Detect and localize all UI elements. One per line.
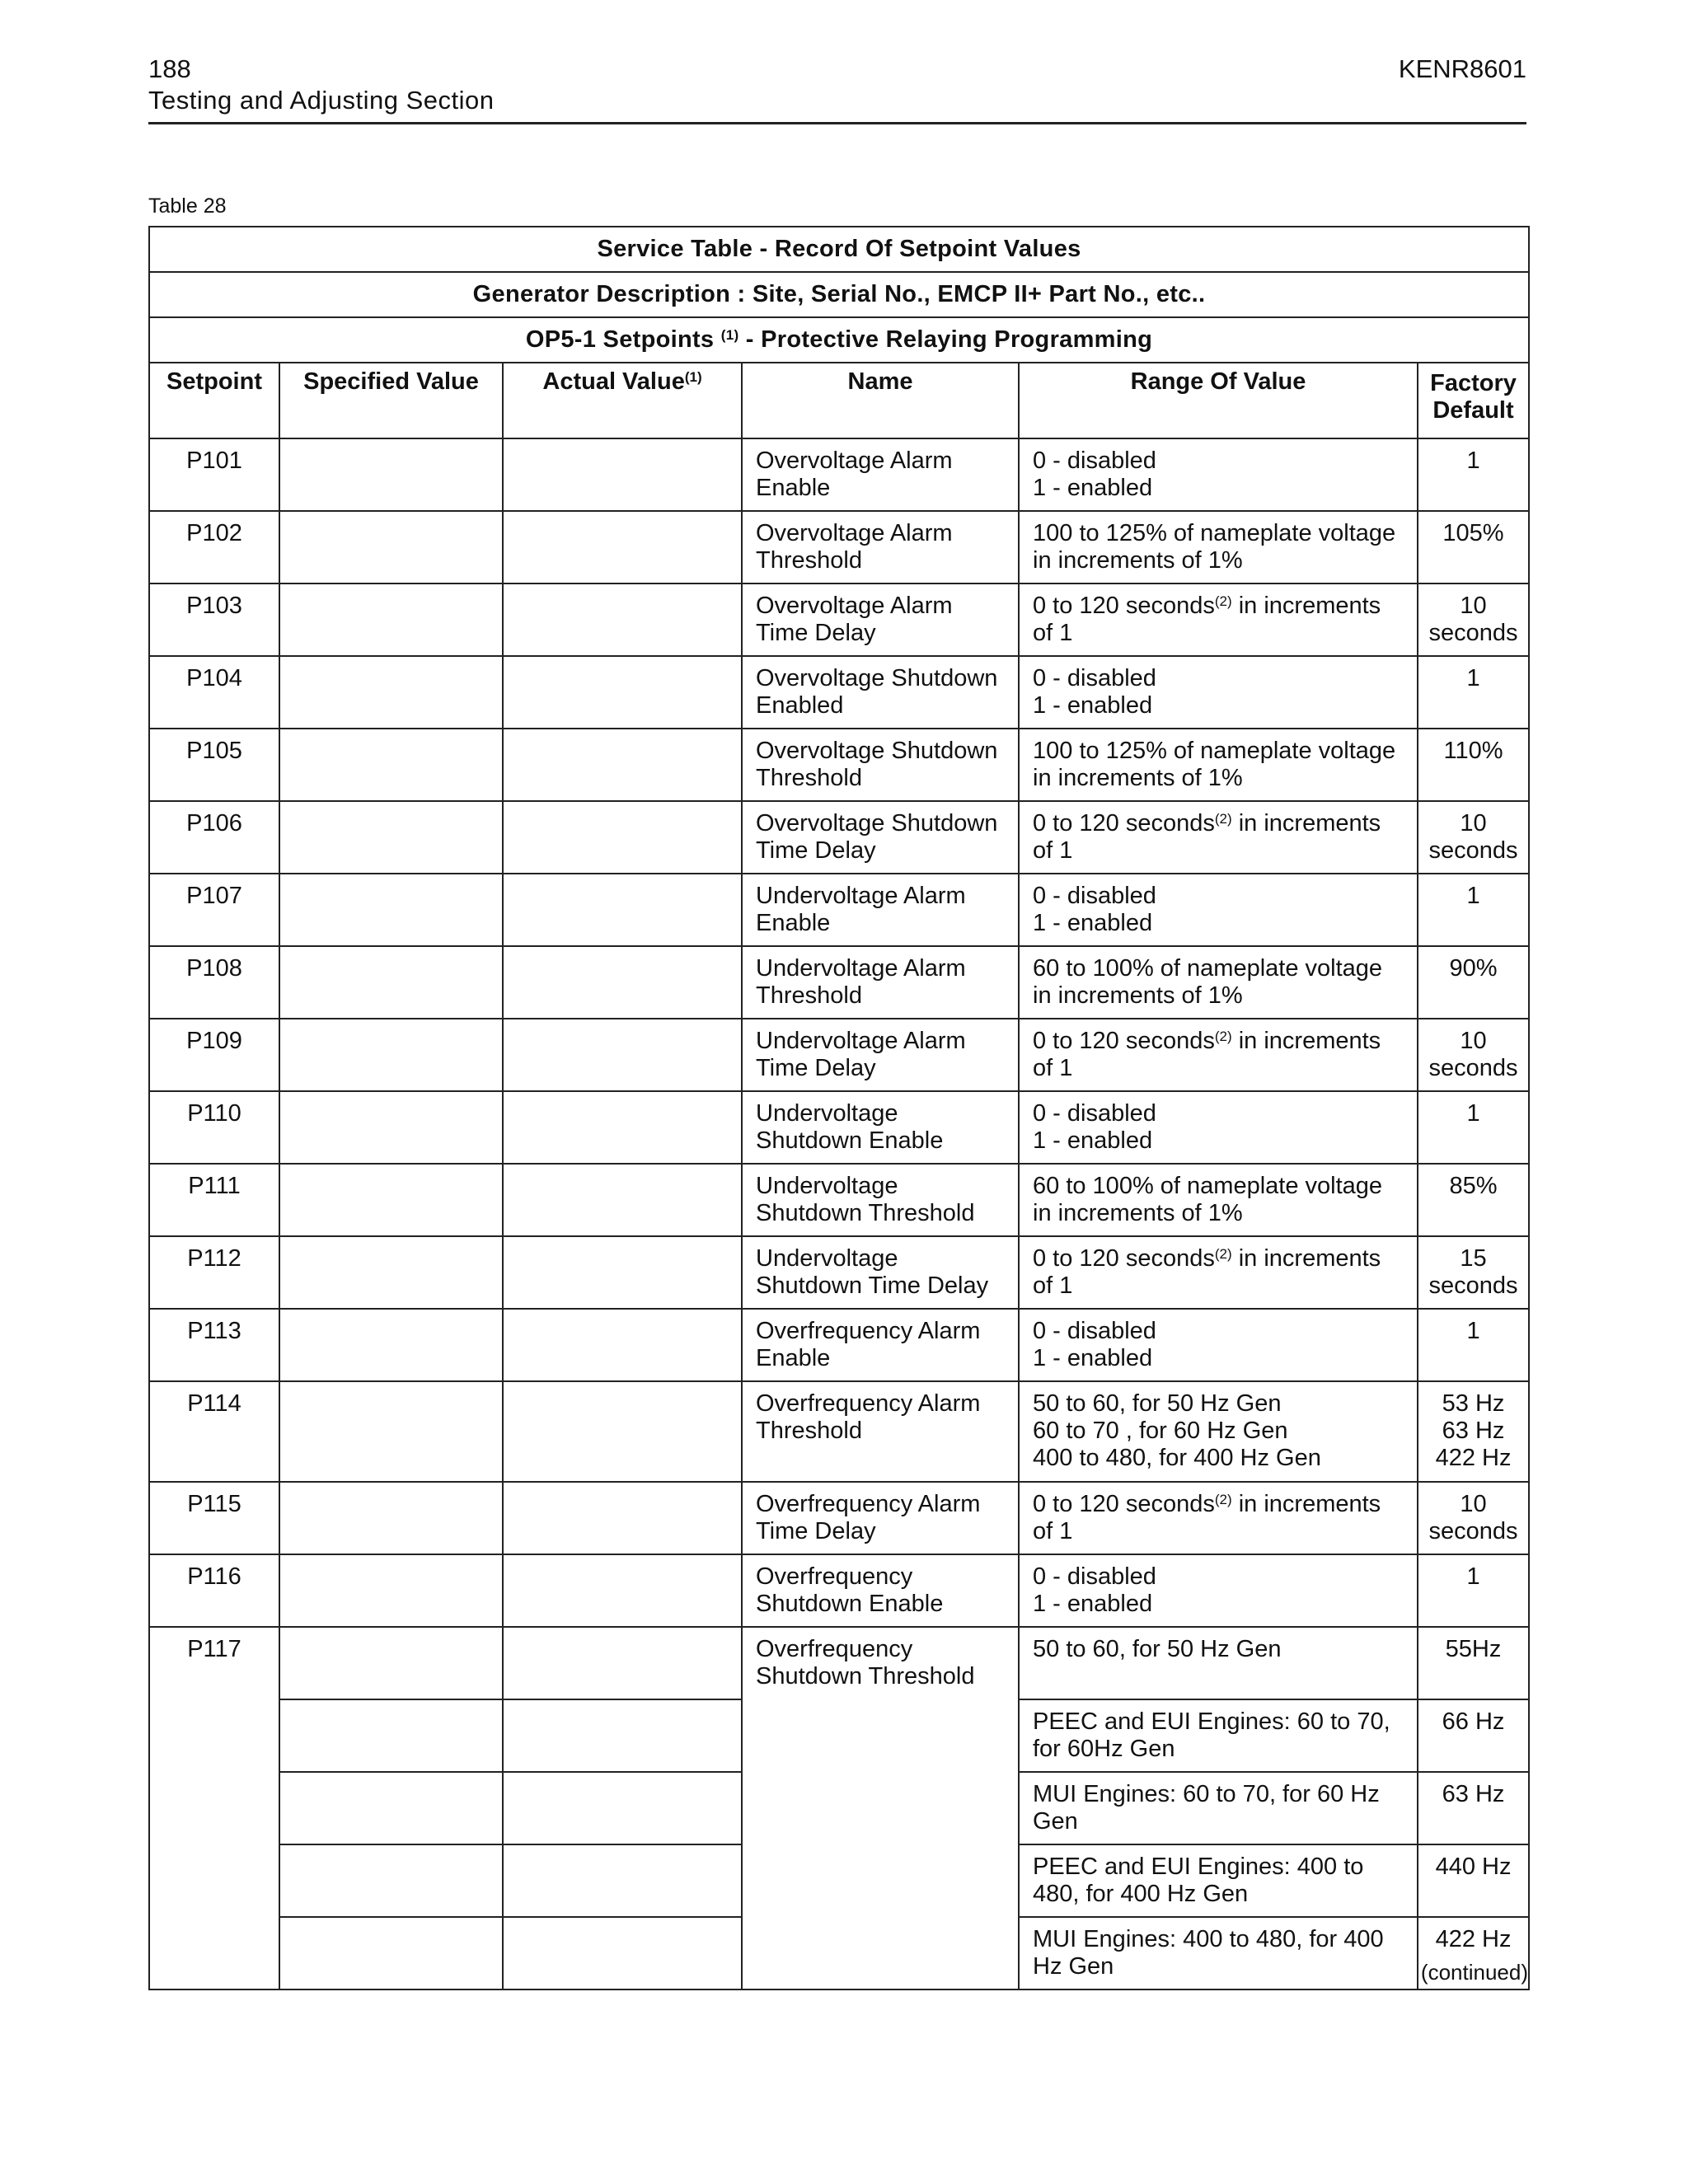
range-line <box>1033 1100 1409 1127</box>
setpoint-name-line: Overvoltage Shutdown <box>756 810 998 837</box>
specified-value-cell[interactable] <box>279 1164 503 1236</box>
factory-default-line: seconds <box>1428 837 1518 864</box>
range-line <box>1033 1563 1409 1591</box>
section-title: Testing and Adjusting Section <box>148 86 495 115</box>
range-of-value <box>1019 1019 1418 1091</box>
range-text: 60 to 70 , for 60 Hz Gen <box>1033 1418 1288 1444</box>
factory-default <box>1418 1236 1529 1309</box>
table-title: Service Table - Record Of Setpoint Values <box>149 227 1529 272</box>
footnote-ref: (2) <box>1214 1246 1232 1262</box>
range-line: PEEC and EUI Engines: 400 to <box>1033 1854 1364 1880</box>
setpoint-name-line: Threshold <box>756 982 862 1009</box>
factory-default-line: 10 <box>1460 1028 1487 1054</box>
actual-value-cell[interactable] <box>503 1482 742 1554</box>
setpoint-name-line: Undervoltage Alarm <box>756 955 966 982</box>
table-row <box>149 511 1529 583</box>
factory-default: 440 Hz <box>1418 1844 1529 1917</box>
range-line <box>1033 620 1409 647</box>
range-of-value <box>1019 946 1418 1019</box>
setpoint-code: P102 <box>149 511 279 583</box>
specified-value-cell[interactable] <box>279 1236 503 1309</box>
range-of-value <box>1019 583 1418 656</box>
range-line <box>1033 1491 1409 1518</box>
range-line <box>1033 448 1409 475</box>
actual-value-cell[interactable] <box>503 1627 742 1699</box>
actual-value-cell[interactable] <box>503 1236 742 1309</box>
factory-default-line: 90% <box>1449 955 1498 982</box>
table-row <box>149 1482 1529 1554</box>
specified-value-cell[interactable] <box>279 1627 503 1699</box>
range-of-value <box>1019 1844 1418 1917</box>
setpoint-name-line: Overvoltage Shutdown <box>756 738 998 764</box>
factory-default <box>1418 729 1529 801</box>
actual-value-cell[interactable] <box>503 1554 742 1627</box>
range-line <box>1033 883 1409 910</box>
range-text: in increments of 1% <box>1033 547 1243 574</box>
factory-default <box>1418 511 1529 583</box>
setpoint-name-line: Time Delay <box>756 1518 876 1544</box>
range-text: 1 - enabled <box>1033 1591 1153 1617</box>
range-line: 50 to 60, for 50 Hz Gen <box>1033 1636 1282 1662</box>
range-text: 1 - enabled <box>1033 692 1153 719</box>
setpoint-name-line: Threshold <box>756 1418 862 1444</box>
setpoint-code: P111 <box>149 1164 279 1236</box>
range-of-value <box>1019 1091 1418 1164</box>
range-text: 0 to 120 seconds <box>1033 1245 1215 1272</box>
factory-default-line: 105% <box>1442 520 1504 546</box>
range-text: in increments <box>1231 810 1381 837</box>
setpoint-name-line: Shutdown Enable <box>756 1591 944 1617</box>
setpoint-name-line: Shutdown Time Delay <box>756 1272 989 1299</box>
range-line <box>1033 1127 1409 1155</box>
setpoint-name <box>742 946 1019 1019</box>
actual-value-cell[interactable] <box>503 1309 742 1381</box>
setpoint-code: P117 <box>149 1627 279 1990</box>
setpoint-code: P112 <box>149 1236 279 1309</box>
factory-default <box>1418 1019 1529 1091</box>
actual-value-cell[interactable] <box>503 1844 742 1917</box>
range-of-value <box>1019 438 1418 511</box>
range-text: 0 - disabled <box>1033 1100 1156 1127</box>
actual-value-cell[interactable] <box>503 1772 742 1844</box>
factory-default: 422 Hz <box>1418 1917 1529 1990</box>
range-text: of 1 <box>1033 837 1073 864</box>
factory-default-line: 53 Hz <box>1442 1390 1505 1417</box>
range-text: in increments <box>1231 1245 1381 1272</box>
setpoint-table <box>148 226 1530 1990</box>
specified-value-cell[interactable] <box>279 1917 503 1990</box>
column-header-range: Range Of Value <box>1019 363 1418 438</box>
range-text: 400 to 480, for 400 Hz Gen <box>1033 1445 1321 1471</box>
setpoint-code: P104 <box>149 656 279 729</box>
range-line <box>1033 955 1409 982</box>
footnote-ref: (2) <box>1214 593 1232 609</box>
range-of-value <box>1019 1236 1418 1309</box>
factory-default-line: 85% <box>1449 1173 1498 1199</box>
setpoint-code: P116 <box>149 1554 279 1627</box>
range-line: PEEC and EUI Engines: 60 to 70, <box>1033 1708 1390 1735</box>
footnote-ref: (2) <box>1214 1029 1232 1044</box>
specified-value-cell[interactable] <box>279 1309 503 1381</box>
factory-default-line: 10 <box>1460 1491 1487 1517</box>
range-line <box>1033 1445 1409 1472</box>
setpoint-name-line: Overvoltage Alarm <box>756 593 953 619</box>
footnote-ref: (2) <box>1214 1492 1232 1507</box>
specified-value-cell[interactable] <box>279 1772 503 1844</box>
factory-default-line: 1 <box>1466 448 1480 474</box>
factory-default <box>1418 1309 1529 1381</box>
specified-value-cell[interactable] <box>279 729 503 801</box>
footnote-ref: (1) <box>684 369 702 385</box>
actual-value-cell[interactable] <box>503 1019 742 1091</box>
table-row <box>149 801 1529 874</box>
column-header-name: Name <box>742 363 1019 438</box>
range-text: 50 to 60, for 50 Hz Gen <box>1033 1390 1282 1417</box>
table-row <box>149 656 1529 729</box>
range-text: 0 - disabled <box>1033 1563 1156 1590</box>
setpoint-name-line: Shutdown Threshold <box>756 1200 975 1226</box>
actual-value-cell[interactable] <box>503 1381 742 1482</box>
factory-default-line: seconds <box>1428 1055 1518 1081</box>
range-text: 1 - enabled <box>1033 475 1153 501</box>
factory-default-line: 15 <box>1460 1245 1487 1272</box>
range-line <box>1033 520 1409 547</box>
factory-default <box>1418 1164 1529 1236</box>
factory-default <box>1418 1091 1529 1164</box>
setpoint-code: P114 <box>149 1381 279 1482</box>
range-text: of 1 <box>1033 1055 1073 1081</box>
setpoint-name <box>742 1309 1019 1381</box>
actual-value-cell[interactable] <box>503 874 742 946</box>
footnote-ref: (2) <box>1214 811 1232 827</box>
specified-value-cell[interactable] <box>279 946 503 1019</box>
range-line <box>1033 1345 1409 1372</box>
table-row <box>149 583 1529 656</box>
setpoint-name-line: Threshold <box>756 547 862 574</box>
setpoint-name <box>742 1091 1019 1164</box>
setpoint-name-line: Undervoltage <box>756 1173 898 1199</box>
factory-default-line: 1 <box>1466 1563 1480 1590</box>
factory-default <box>1418 1482 1529 1554</box>
range-line: Gen <box>1033 1808 1078 1835</box>
factory-default-line: seconds <box>1428 1272 1518 1299</box>
range-line <box>1033 475 1409 502</box>
factory-default <box>1418 874 1529 946</box>
range-line: MUI Engines: 60 to 70, for 60 Hz <box>1033 1781 1380 1807</box>
range-text: 0 to 120 seconds <box>1033 810 1215 837</box>
actual-value-cell[interactable] <box>503 801 742 874</box>
actual-value-cell[interactable] <box>503 1699 742 1772</box>
range-line: Hz Gen <box>1033 1953 1114 1980</box>
setpoint-name <box>742 1627 1019 1990</box>
setpoint-name <box>742 1236 1019 1309</box>
setpoint-name <box>742 729 1019 801</box>
setpoint-name-line: Overfrequency <box>756 1636 913 1662</box>
table-row <box>149 1019 1529 1091</box>
setpoint-name <box>742 656 1019 729</box>
factory-default-line: 63 Hz <box>1442 1418 1505 1444</box>
specified-value-cell[interactable] <box>279 1019 503 1091</box>
factory-default: 55Hz <box>1418 1627 1529 1699</box>
actual-value-cell[interactable] <box>503 729 742 801</box>
specified-value-cell[interactable] <box>279 656 503 729</box>
table-row <box>149 729 1529 801</box>
table-row <box>149 874 1529 946</box>
range-text: 60 to 100% of nameplate voltage <box>1033 955 1383 982</box>
page-number: 188 <box>148 54 191 83</box>
range-line <box>1033 1518 1409 1545</box>
range-line: for 60Hz Gen <box>1033 1736 1175 1762</box>
range-line <box>1033 1200 1409 1227</box>
setpoint-code: P109 <box>149 1019 279 1091</box>
setpoint-code: P101 <box>149 438 279 511</box>
setpoint-code: P110 <box>149 1091 279 1164</box>
range-of-value <box>1019 729 1418 801</box>
factory-default-line: 422 Hz <box>1435 1445 1512 1471</box>
subtitle-rest: - Protective Relaying Programming <box>745 326 1153 353</box>
range-text: 1 - enabled <box>1033 1345 1153 1371</box>
setpoint-name <box>742 1554 1019 1627</box>
factory-default <box>1418 946 1529 1019</box>
range-line <box>1033 1055 1409 1082</box>
page-header <box>148 54 1526 124</box>
range-line <box>1033 1390 1409 1418</box>
range-text: in increments of 1% <box>1033 765 1243 791</box>
range-of-value <box>1019 511 1418 583</box>
range-line <box>1033 1591 1409 1618</box>
factory-default-line: 10 <box>1460 593 1487 619</box>
range-line <box>1033 1245 1409 1272</box>
factory-default-line: 1 <box>1466 1318 1480 1344</box>
setpoint-name <box>742 511 1019 583</box>
setpoint-name <box>742 1381 1019 1482</box>
setpoint-name-line: Enable <box>756 910 831 936</box>
range-of-value <box>1019 1309 1418 1381</box>
setpoint-code: P103 <box>149 583 279 656</box>
footnote-ref: (1) <box>720 327 739 343</box>
range-line <box>1033 910 1409 937</box>
setpoint-name <box>742 1019 1019 1091</box>
factory-default-line: seconds <box>1428 620 1518 646</box>
range-of-value <box>1019 1164 1418 1236</box>
actual-value-cell[interactable] <box>503 511 742 583</box>
range-of-value <box>1019 1699 1418 1772</box>
range-of-value <box>1019 1554 1418 1627</box>
range-of-value <box>1019 1482 1418 1554</box>
factory-default <box>1418 583 1529 656</box>
range-text: 0 - disabled <box>1033 448 1156 474</box>
range-of-value <box>1019 1772 1418 1844</box>
actual-value-label: Actual Value <box>542 368 685 395</box>
range-line <box>1033 593 1409 620</box>
range-text: 0 - disabled <box>1033 883 1156 909</box>
setpoint-name <box>742 874 1019 946</box>
range-of-value <box>1019 1381 1418 1482</box>
setpoint-name <box>742 801 1019 874</box>
range-line <box>1033 665 1409 692</box>
range-line <box>1033 1418 1409 1445</box>
factory-default-line: 10 <box>1460 810 1487 837</box>
factory-default-line: seconds <box>1428 1518 1518 1544</box>
range-line <box>1033 692 1409 719</box>
range-text: 0 to 120 seconds <box>1033 1028 1215 1054</box>
range-of-value <box>1019 1917 1418 1990</box>
specified-value-cell[interactable] <box>279 1699 503 1772</box>
table-row <box>149 1627 1529 1699</box>
specified-value-cell[interactable] <box>279 1844 503 1917</box>
actual-value-cell[interactable] <box>503 438 742 511</box>
subtitle-main: OP5-1 Setpoints <box>525 326 715 353</box>
setpoint-name-line: Undervoltage Alarm <box>756 883 966 909</box>
setpoint-name-line: Overvoltage Alarm <box>756 520 953 546</box>
actual-value-cell[interactable] <box>503 1091 742 1164</box>
range-line <box>1033 738 1409 765</box>
setpoint-code: P107 <box>149 874 279 946</box>
factory-default <box>1418 1554 1529 1627</box>
factory-default: 63 Hz <box>1418 1772 1529 1844</box>
range-line <box>1033 1272 1409 1300</box>
setpoint-name-line: Undervoltage <box>756 1100 898 1127</box>
setpoint-name-line: Overfrequency Alarm <box>756 1491 981 1517</box>
setpoint-code: P115 <box>149 1482 279 1554</box>
range-text: in increments <box>1231 1491 1381 1517</box>
setpoint-code: P113 <box>149 1309 279 1381</box>
range-text: in increments of 1% <box>1033 982 1243 1009</box>
range-text: of 1 <box>1033 620 1073 646</box>
range-line <box>1033 547 1409 574</box>
specified-value-cell[interactable] <box>279 1091 503 1164</box>
specified-value-cell[interactable] <box>279 1381 503 1482</box>
actual-value-cell[interactable] <box>503 946 742 1019</box>
setpoint-name <box>742 1482 1019 1554</box>
setpoint-name-line: Time Delay <box>756 1055 876 1081</box>
factory-default <box>1418 801 1529 874</box>
generator-description: Generator Description : Site, Serial No., EMCP II+ Part No., etc.. <box>149 272 1529 317</box>
range-text: 60 to 100% of nameplate voltage <box>1033 1173 1383 1199</box>
range-text: 0 to 120 seconds <box>1033 1491 1215 1517</box>
setpoint-name-line: Overfrequency Alarm <box>756 1318 981 1344</box>
range-text: in increments of 1% <box>1033 1200 1243 1226</box>
range-of-value <box>1019 874 1418 946</box>
setpoint-code: P108 <box>149 946 279 1019</box>
setpoint-name-line: Shutdown Threshold <box>756 1663 975 1690</box>
range-text: in increments <box>1231 1028 1381 1054</box>
setpoint-name-line: Overvoltage Shutdown <box>756 665 998 691</box>
table-row <box>149 1164 1529 1236</box>
setpoint-name-line: Time Delay <box>756 837 876 864</box>
range-text: of 1 <box>1033 1518 1073 1544</box>
setpoint-name-line: Overvoltage Alarm <box>756 448 953 474</box>
range-text: of 1 <box>1033 1272 1073 1299</box>
range-text: 100 to 125% of nameplate voltage <box>1033 520 1396 546</box>
range-text: 0 - disabled <box>1033 665 1156 691</box>
range-line <box>1033 810 1409 837</box>
document-id: KENR8601 <box>1398 54 1526 83</box>
table-label: Table 28 <box>148 194 227 218</box>
specified-value-cell[interactable] <box>279 801 503 874</box>
setpoint-name <box>742 583 1019 656</box>
range-text: 1 - enabled <box>1033 1127 1153 1154</box>
factory-default <box>1418 438 1529 511</box>
range-line <box>1033 837 1409 865</box>
factory-default-line: 110% <box>1443 738 1503 764</box>
column-header-setpoint: Setpoint <box>149 363 279 438</box>
range-line <box>1033 1173 1409 1200</box>
range-text: 0 - disabled <box>1033 1318 1156 1344</box>
setpoint-name-line: Undervoltage <box>756 1245 898 1272</box>
range-of-value <box>1019 801 1418 874</box>
actual-value-cell[interactable] <box>503 583 742 656</box>
table-subtitle <box>149 317 1529 363</box>
range-text: in increments <box>1231 593 1381 619</box>
table-row <box>149 1554 1529 1627</box>
range-line: MUI Engines: 400 to 480, for 400 <box>1033 1926 1384 1952</box>
setpoint-code: P106 <box>149 801 279 874</box>
range-line: 480, for 400 Hz Gen <box>1033 1881 1249 1907</box>
table-row <box>149 1236 1529 1309</box>
range-line <box>1033 1318 1409 1345</box>
actual-value-cell[interactable] <box>503 656 742 729</box>
specified-value-cell[interactable] <box>279 1482 503 1554</box>
table-row <box>149 438 1529 511</box>
column-header-specified-value: Specified Value <box>279 363 503 438</box>
range-line <box>1033 982 1409 1010</box>
setpoint-name <box>742 438 1019 511</box>
column-header-factory-default: Factory Default <box>1418 363 1529 438</box>
setpoint-name-line: Overfrequency Alarm <box>756 1390 981 1417</box>
setpoint-code: P105 <box>149 729 279 801</box>
table-row <box>149 1091 1529 1164</box>
table-row <box>149 946 1529 1019</box>
factory-default-line: 1 <box>1466 1100 1480 1127</box>
table-row <box>149 1381 1529 1482</box>
setpoint-name-line: Shutdown Enable <box>756 1127 944 1154</box>
column-header-actual-value <box>503 363 742 438</box>
setpoint-name <box>742 1164 1019 1236</box>
specified-value-cell[interactable] <box>279 874 503 946</box>
setpoint-name-line: Enable <box>756 1345 831 1371</box>
table-row <box>149 1309 1529 1381</box>
setpoint-name-line: Undervoltage Alarm <box>756 1028 966 1054</box>
specified-value-cell[interactable] <box>279 438 503 511</box>
specified-value-cell[interactable] <box>279 583 503 656</box>
range-of-value <box>1019 656 1418 729</box>
specified-value-cell[interactable] <box>279 1554 503 1627</box>
specified-value-cell[interactable] <box>279 511 503 583</box>
continued-note: (continued) <box>1420 1960 1528 1985</box>
factory-default: 66 Hz <box>1418 1699 1529 1772</box>
range-text: 100 to 125% of nameplate voltage <box>1033 738 1396 764</box>
range-text: 1 - enabled <box>1033 910 1153 936</box>
setpoint-name-line: Time Delay <box>756 620 876 646</box>
setpoint-name-line: Enable <box>756 475 831 501</box>
range-line <box>1033 765 1409 792</box>
factory-default <box>1418 1381 1529 1482</box>
setpoint-name-line: Threshold <box>756 765 862 791</box>
setpoint-name-line: Enabled <box>756 692 844 719</box>
factory-default-line: 1 <box>1466 883 1480 909</box>
actual-value-cell[interactable] <box>503 1917 742 1990</box>
actual-value-cell[interactable] <box>503 1164 742 1236</box>
range-text: 0 to 120 seconds <box>1033 593 1215 619</box>
range-line <box>1033 1028 1409 1055</box>
factory-default <box>1418 656 1529 729</box>
setpoint-name-line: Overfrequency <box>756 1563 913 1590</box>
range-of-value <box>1019 1627 1418 1699</box>
factory-default-line: 1 <box>1466 665 1480 691</box>
